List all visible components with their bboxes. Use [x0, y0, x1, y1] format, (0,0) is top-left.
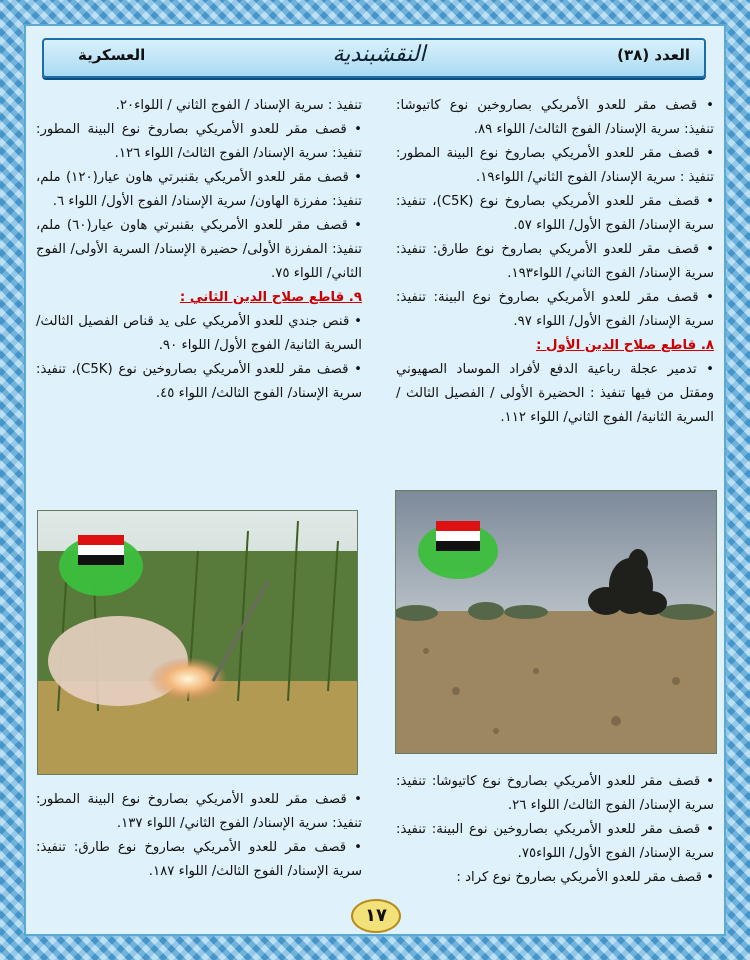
report-item: • قصف مقر للعدو الأمريكي بصاروخ نوع طارق: تنفيذ: سرية الإسناد/ الفوج الثالث/ اللواء ١٨٧.: [36, 840, 362, 879]
report-item: • تدمير عجلة رباعية الدفع لأفراد الموساد الصهيوني ومقتل من فيها تنفيذ : الحضيرة الأولى / الفصيل الثالث / السرية الثانية/ الفوج الثاني/ اللواء ١١٢.: [396, 362, 714, 425]
report-item: • قصف مقر للعدو الأمريكي بصاروخين نوع (C5K)، تنفيذ: سرية الإسناد/ الفوج الثالث/ اللواء ٤٥.: [36, 362, 362, 401]
report-item: • قصف مقر للعدو الأمريكي بصاروخ نوع البينة المطور: تنفيذ: سرية الإسناد/ الفوج الثالث/ اللواء ١٢٦.: [36, 122, 362, 161]
report-item: • قصف مقر للعدو الأمريكي بصاروخ نوع طارق: تنفيذ: سرية الإسناد/ الفوج الثاني/ اللواء١٩٣.: [396, 242, 714, 281]
left-column-bottom: [36, 788, 362, 884]
explosion-smoke-photo: [395, 490, 717, 754]
report-item: • قصف مقر للعدو الأمريكي بقنبرتي هاون عيار(٦٠) ملم، تنفيذ: المفرزة الأولى/ حضيرة الإسناد/ السرية الأولى/ الفوج الثاني/ اللواء ٧٥.: [36, 218, 362, 281]
right-column: [396, 94, 714, 430]
report-item: • قنص جندي للعدو الأمريكي على يد قناص الفصيل الثالث/ السرية الثانية/ الفوج الأول/ اللواء ٩٠.: [36, 314, 362, 353]
left-column: [36, 94, 362, 406]
report-item: • قصف مقر للعدو الأمريكي بصاروخ نوع البينة المطور: تنفيذ : سرية الإسناد/ الفوج الثاني/ اللواء١٩.: [396, 146, 714, 185]
issue-number: العدد (٣٨): [617, 46, 690, 64]
page-number-badge: ١٧: [351, 899, 401, 933]
report-item: • قصف مقر للعدو الأمريكي بصاروخين نوع البينة: تنفيذ: سرية الإسناد/ الفوج الأول/ اللواء٧٥.: [396, 822, 714, 861]
right-column-bottom: [396, 770, 714, 890]
section-name: العسكرية: [78, 46, 146, 64]
page-header: [42, 38, 706, 78]
report-item: • قصف مقر للعدو الأمريكي بصاروخ نوع البينة المطور: تنفيذ: سرية الإسناد/ الفوج الثاني/ اللواء ١٣٧.: [36, 792, 362, 831]
rocket-launch-photo: [37, 510, 358, 775]
report-item: • قصف مقر للعدو الأمريكي بصاروخ نوع (C5K)، تنفيذ: سرية الإسناد/ الفوج الأول/ اللواء ٥٧.: [396, 194, 714, 233]
magazine-title: النقشبندية: [332, 42, 426, 67]
report-item: • قصف مقر للعدو الأمريكي بصاروخ نوع البينة: تنفيذ: سرية الإسناد/ الفوج الأول/ اللواء ٩٧.: [396, 290, 714, 329]
section-heading-text: ٨. قاطع صلاح الدين الأول :: [536, 338, 714, 353]
report-item: • قصف مقر للعدو الأمريكي بصاروخين نوع كاتيوشا: تنفيذ: سرية الإسناد/ الفوج الثالث/ اللواء ٨٩.: [396, 98, 714, 137]
report-item: • قصف مقر للعدو الأمريكي بصاروخ نوع كاتيوشا: تنفيذ: سرية الإسناد/ الفوج الثالث/ اللواء ٢٦.: [396, 774, 714, 813]
section-heading: [396, 334, 714, 358]
section-heading: [36, 286, 362, 310]
report-item: • قصف مقر للعدو الأمريكي بقنبرتي هاون عيار(١٢٠) ملم، تنفيذ: مفرزة الهاون/ سرية الإسناد/ الفوج الأول/ اللواء ٦.: [36, 170, 362, 209]
report-item: • قصف مقر للعدو الأمريكي بصاروخ نوع كراد :: [456, 870, 714, 885]
report-item: تنفيذ : سرية الإسناد / الفوج الثاني / اللواء٢٠.: [115, 98, 362, 113]
section-heading-text: ٩. قاطع صلاح الدين الثاني :: [179, 290, 362, 305]
